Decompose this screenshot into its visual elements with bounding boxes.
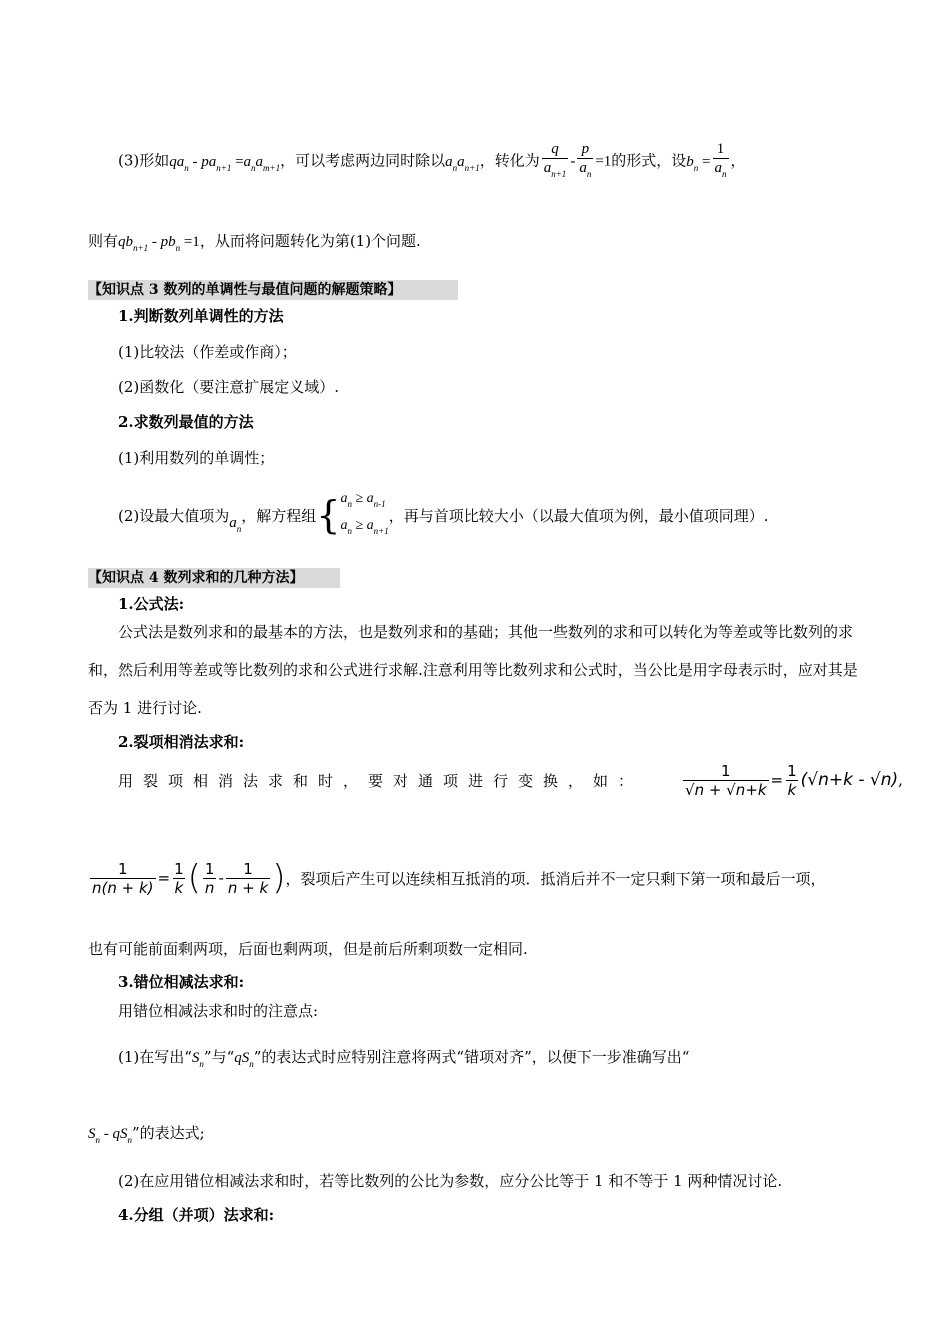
fraction-1-over-sqrt-sum: $\frac{1}{√n + √n+k}$ (685, 761, 767, 799)
bn-definition: $b_n$ = (686, 153, 711, 173)
block3-intro: (3)形如 (118, 151, 170, 170)
fraction-1-over-n: $\frac{1}{n}$ (204, 859, 215, 897)
block3-mid: ，可以考虑两边同时除以 (280, 151, 446, 170)
minus-sign: - (570, 153, 576, 170)
system-row-1: $a_n \ge a_{n-1}$ (340, 491, 386, 509)
section4-p2-line3: 也有可能前面剩两项，后面也剩两项，但是前后所剩项数一定相同. (88, 940, 528, 958)
fraction-p-over-an: $\frac{p}{a_n}$ (577, 140, 593, 183)
section4-p3b: (1)在写出“$S_n$”与“$qS_n$”的表达式时应特别注意将两式“错项对齐”，以便下一步准确写出“ (118, 1048, 690, 1069)
section3-heading: 【知识点 3 数列的单调性与最值问题的解题策略】 (88, 280, 458, 300)
fraction-1-over-n-n-plus-k: $\frac{1}{n(n + k)}$ (92, 859, 154, 897)
equals-one: =1 (595, 153, 612, 170)
section3-item2: (2)函数化（要注意扩展定义域）. (118, 378, 340, 396)
system-row-2: $a_n \ge a_{n+1}$ (340, 518, 389, 536)
block3-line2: 则有$qb_{n+1} - pb_n =1$，从而将问题转化为第(1)个问题. (88, 232, 421, 253)
block3-mid3: 的形式，设 (611, 151, 687, 170)
fraction-1-over-k-2: $\frac{1}{k}$ (174, 859, 184, 897)
fraction-1-over-k: $\frac{1}{k}$ (787, 761, 797, 799)
block3-mid2: ，转化为 (479, 151, 540, 170)
section3-item3: (1)利用数列的单调性； (118, 449, 275, 467)
section4-p3c: $S_n - qS_n$”的表达式; (88, 1124, 205, 1145)
Sn-minus-qSn: $S_n - qS_n$ (88, 1126, 132, 1145)
equation-qa-pa: $qa_n - pa_{n+1} =a_na_{m+1}$ (169, 153, 281, 173)
qSn-symbol: $qS_n$ (234, 1050, 254, 1069)
section3-item4: (2)设最大值项为 $a_n$ ，解方程组 { $a_n \ge a_{n-1}$ $a_n \ge a_{n+1}$ ，再与首项比较大小（以最大值项为例，最小值项同理）. (118, 490, 769, 540)
fraction-1-over-an: $\frac{1}{a_n}$ (713, 140, 729, 183)
max-term-an: $a_n$ (229, 514, 242, 534)
section4-sub2: 2.裂项相消法求和: (118, 733, 245, 751)
section4-heading: 【知识点 4 数列求和的几种方法】 (88, 568, 340, 588)
section4-p1: 公式法是数列求和的最基本的方法，也是数列求和的基础；其他一些数列的求和可以转化为等差或等比数列的求和，然后利用等差或等比数列的求和公式进行求解.注意利用等比数列求和公式时，当公比是用字母表示时，应对其是否为 1 进行讨论. (88, 623, 858, 717)
equation-system-brace: { (316, 493, 341, 537)
section4-p2-line1: 用裂项相消法求和时，要对通项进行变换，如： $\frac{1}{√n + √n+k}$ = $\frac{1}{k}$ (√n+k - √n) , (118, 761, 903, 799)
section3-item1: (1)比较法（作差或作商）； (118, 343, 297, 361)
section4-p3a: 用错位相减法求和时的注意点: (118, 1002, 319, 1020)
section4-p2-line2: $\frac{1}{n(n + k)}$ = $\frac{1}{k}$ ( $\frac{1}{n}$ - $\frac{1}{n + k}$ ) ，裂项后产生可以连续相互抵消的项．抵消后并不一定只剩下第一项和最后一项， (92, 858, 826, 898)
divisor-an-an1: $a_na_{n+1}$ (445, 153, 480, 173)
fraction-1-over-n-plus-k: $\frac{1}{n + k}$ (227, 859, 269, 897)
section4-sub3: 3.错位相减法求和: (118, 973, 245, 991)
fraction-q-over-an1: $\frac{q}{a_{n+1}}$ (542, 140, 569, 183)
block3-line1: (3)形如$qa_n - pa_{n+1} =a_na_{m+1}$，可以考虑两边同时除以$a_na_{n+1}$，转化为 $\frac{q}{a_{n+1}}$ - $\frac{p}{a_n}$ =1的形式，设$b_n$ = $\frac{1}{a_n}$ ， (118, 140, 746, 170)
section4-p3d: (2)在应用错位相减法求和时，若等比数列的公比为参数，应分公比等于 1 和不等于 1 两种情况讨论. (118, 1172, 783, 1190)
equation-qb-pb: $qb_{n+1} - pb_n =1$ (118, 234, 200, 253)
Sn-symbol: $S_n$ (191, 1050, 204, 1069)
section3-sub2: 2.求数列最值的方法 (118, 413, 254, 431)
equation-system (340, 488, 388, 542)
section4-sub1: 1.公式法: (118, 595, 185, 613)
section3-sub1: 1.判断数列单调性的方法 (118, 307, 284, 325)
section4-sub4: 4.分组（并项）法求和: (118, 1206, 275, 1224)
sqrt-difference: (√n+k - √n) (800, 770, 899, 790)
